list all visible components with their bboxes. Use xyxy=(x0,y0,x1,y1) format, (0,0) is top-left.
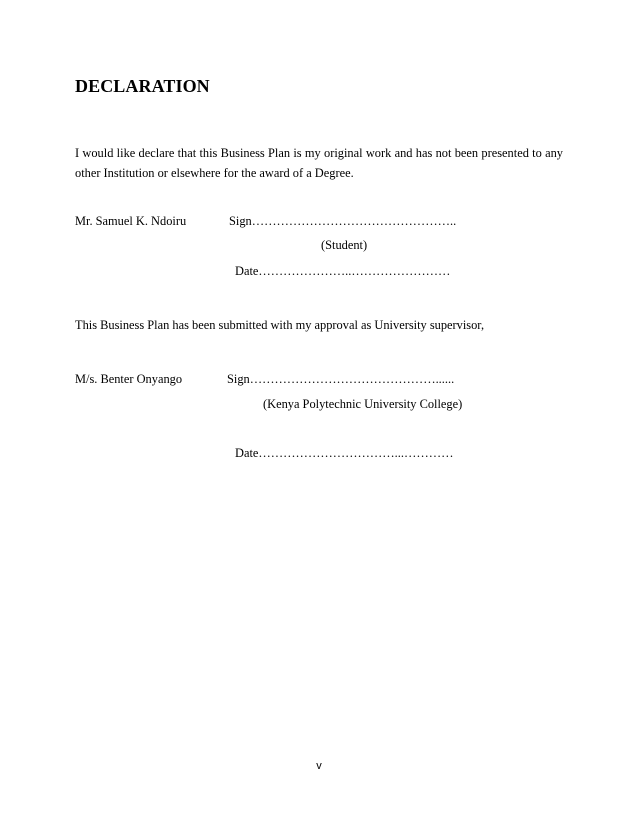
supervisor-name: M/s. Benter Onyango xyxy=(75,372,183,386)
supervisor-statement-text: This Business Plan has been submitted with my approval as University supervisor, xyxy=(75,318,485,332)
student-role-label: (Student) xyxy=(321,238,368,252)
supervisor-date-line: Date……………………………...………… xyxy=(235,446,454,460)
student-name: Mr. Samuel K. Ndoiru xyxy=(75,214,187,228)
supervisor-signature-line: Sign………………………………………...... xyxy=(227,372,455,386)
page-title: DECLARATION xyxy=(75,76,210,96)
student-date-line: Date…………………..…………………… xyxy=(235,264,451,278)
student-declaration-text: I would like declare that this Business Plan is my original work and has not been presented to any other Institution or elsewhere for the award of a Degree. xyxy=(75,146,563,180)
page-number: v xyxy=(316,760,322,772)
supervisor-institution-label: (Kenya Polytechnic University College) xyxy=(263,397,463,411)
student-signature-line: Sign………………………………………….. xyxy=(229,214,457,228)
